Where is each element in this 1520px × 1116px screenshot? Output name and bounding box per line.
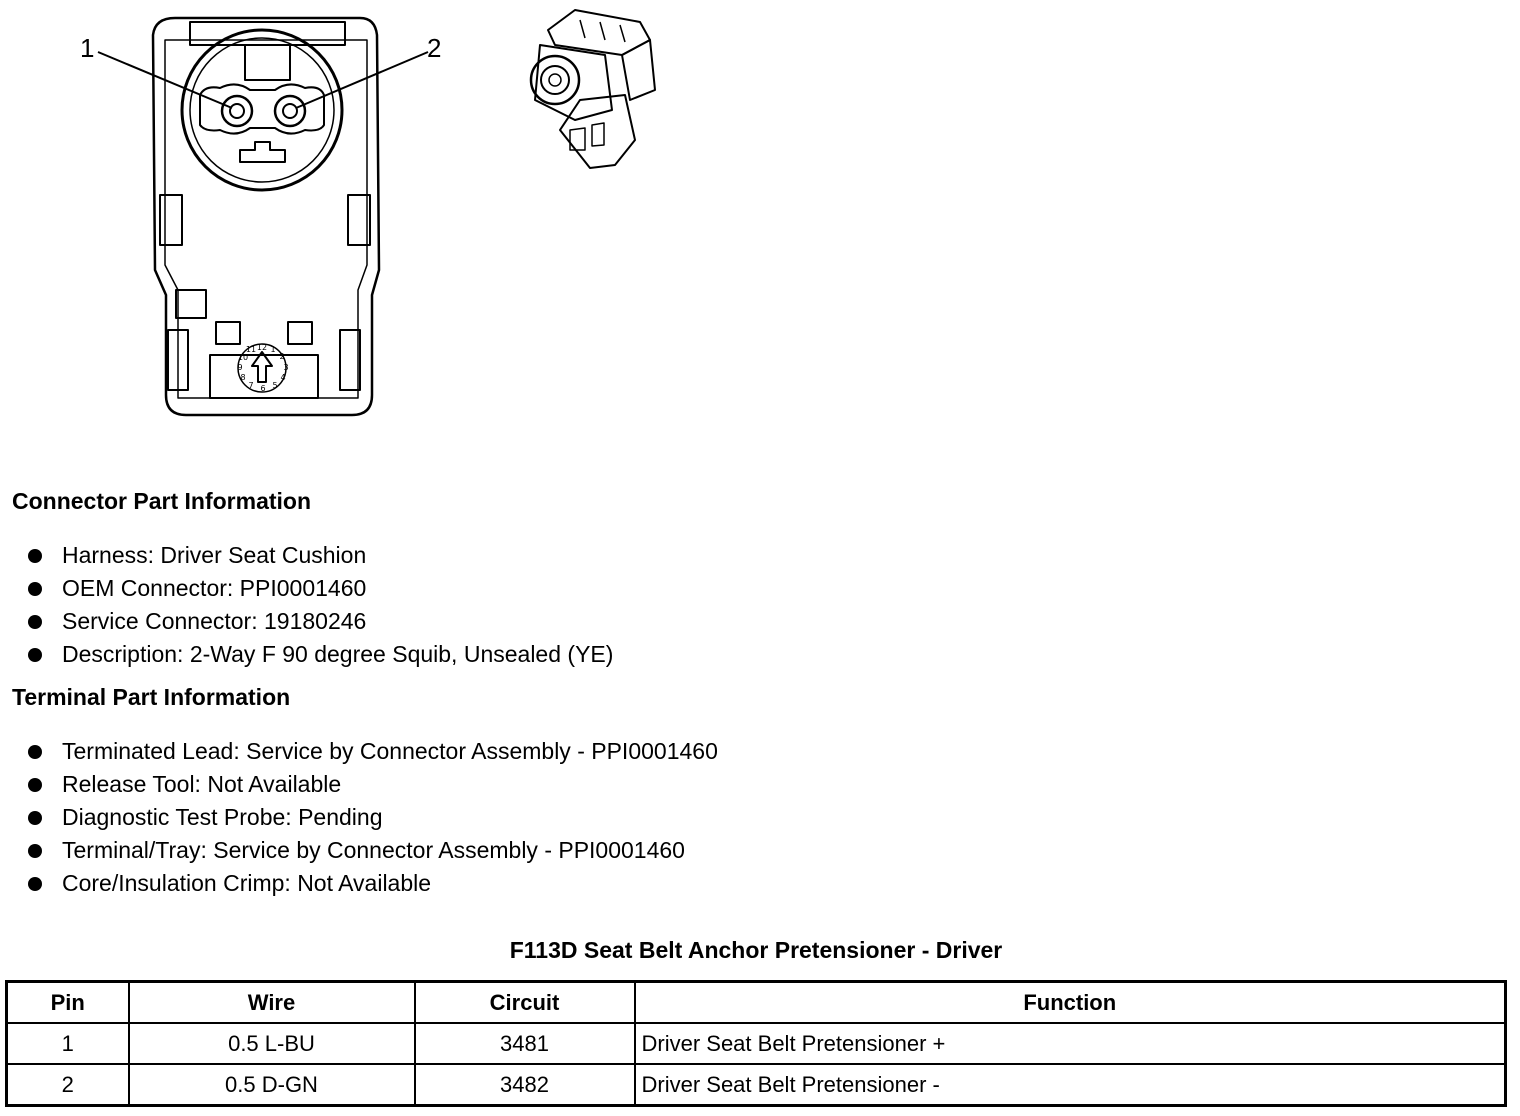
connector-face-diagram <box>70 10 470 430</box>
callout-line-2 <box>296 52 428 108</box>
bullet-icon <box>28 778 42 792</box>
date-code-number: 3 <box>283 363 289 372</box>
list-item-text: Core/Insulation Crimp: Not Available <box>62 870 432 896</box>
bullet-icon <box>28 648 42 662</box>
list-item-text: Description: 2-Way F 90 degree Squib, Unsealed (YE) <box>62 641 614 667</box>
list-item <box>28 539 613 572</box>
side-rib-right <box>340 330 360 390</box>
table-row <box>7 1064 1506 1106</box>
list-item-text: OEM Connector: PPI0001460 <box>62 575 367 601</box>
bullet-icon <box>28 549 42 563</box>
list-item <box>28 768 718 801</box>
bullet-icon <box>28 745 42 759</box>
pin-table <box>5 980 1507 1107</box>
list-item <box>28 801 718 834</box>
callout-label-2: 2 <box>427 33 442 63</box>
list-item <box>28 638 613 671</box>
list-item <box>28 867 718 900</box>
date-code-number: 5 <box>272 381 278 390</box>
list-item-text: Diagnostic Test Probe: Pending <box>62 804 383 830</box>
list-item-text: Release Tool: Not Available <box>62 771 342 797</box>
socket-inner-ring <box>190 38 334 182</box>
lock-window-left <box>216 322 240 344</box>
date-code-arrow-icon <box>252 352 272 382</box>
body-square-marker <box>176 290 206 318</box>
iso-latch-tail <box>560 95 635 168</box>
date-code-number: 6 <box>260 384 266 393</box>
cell-circuit: 3481 <box>415 1023 635 1064</box>
date-code-number: 10 <box>237 353 249 362</box>
socket-outer-ring <box>182 30 342 190</box>
list-item <box>28 735 718 768</box>
cell-circuit: 3482 <box>415 1064 635 1106</box>
cell-pin: 1 <box>7 1023 129 1064</box>
date-code-number: 8 <box>240 373 246 382</box>
date-code-number: 2 <box>279 352 285 361</box>
cell-wire: 0.5 L-BU <box>129 1023 415 1064</box>
iso-body-back <box>622 40 655 100</box>
connector-latch <box>190 22 345 45</box>
cell-function: Driver Seat Belt Pretensioner - <box>635 1064 1506 1106</box>
callout-label-1: 1 <box>80 33 95 63</box>
side-slot-left <box>160 195 182 245</box>
bullet-icon <box>28 582 42 596</box>
iso-socket <box>531 56 579 104</box>
date-code-number: 12 <box>256 343 268 352</box>
socket-key <box>240 142 285 162</box>
column-header-pin: Pin <box>7 982 129 1024</box>
bullet-icon <box>28 877 42 891</box>
connector-part-info-list <box>28 539 613 671</box>
connector-isometric-diagram <box>520 8 670 178</box>
list-item <box>28 605 613 638</box>
cell-wire: 0.5 D-GN <box>129 1064 415 1106</box>
terminal-part-info-heading: Terminal Part Information <box>12 684 291 710</box>
cell-pin: 2 <box>7 1064 129 1106</box>
terminal-2-outer <box>275 96 305 126</box>
date-code-number: 9 <box>237 363 243 372</box>
terminal-1-outer <box>222 96 252 126</box>
table-header-row <box>7 982 1506 1024</box>
list-item-text: Service Connector: 19180246 <box>62 608 367 634</box>
terminal-part-info-list <box>28 735 718 900</box>
bullet-icon <box>28 844 42 858</box>
bullet-icon <box>28 811 42 825</box>
list-item-text: Harness: Driver Seat Cushion <box>62 542 367 568</box>
table-row <box>7 1023 1506 1064</box>
list-item <box>28 834 718 867</box>
connector-part-info-heading: Connector Part Information <box>12 488 312 514</box>
cell-function: Driver Seat Belt Pretensioner + <box>635 1023 1506 1064</box>
pin-table-title: F113D Seat Belt Anchor Pretensioner - Driver <box>509 937 1003 963</box>
column-header-wire: Wire <box>129 982 415 1024</box>
date-code-number: 1 <box>270 345 276 354</box>
list-item-text: Terminal/Tray: Service by Connector Assembly - PPI0001460 <box>62 837 685 863</box>
terminal-1-inner <box>230 104 244 118</box>
column-header-circuit: Circuit <box>415 982 635 1024</box>
lock-window-right <box>288 322 312 344</box>
terminal-2-inner <box>283 104 297 118</box>
date-code-number: 11 <box>245 345 257 354</box>
list-item <box>28 572 613 605</box>
column-header-function: Function <box>635 982 1506 1024</box>
date-code-number: 4 <box>280 373 286 382</box>
list-item-text: Terminated Lead: Service by Connector Assembly - PPI0001460 <box>62 738 718 764</box>
bullet-icon <box>28 615 42 629</box>
date-code-number: 7 <box>248 381 254 390</box>
